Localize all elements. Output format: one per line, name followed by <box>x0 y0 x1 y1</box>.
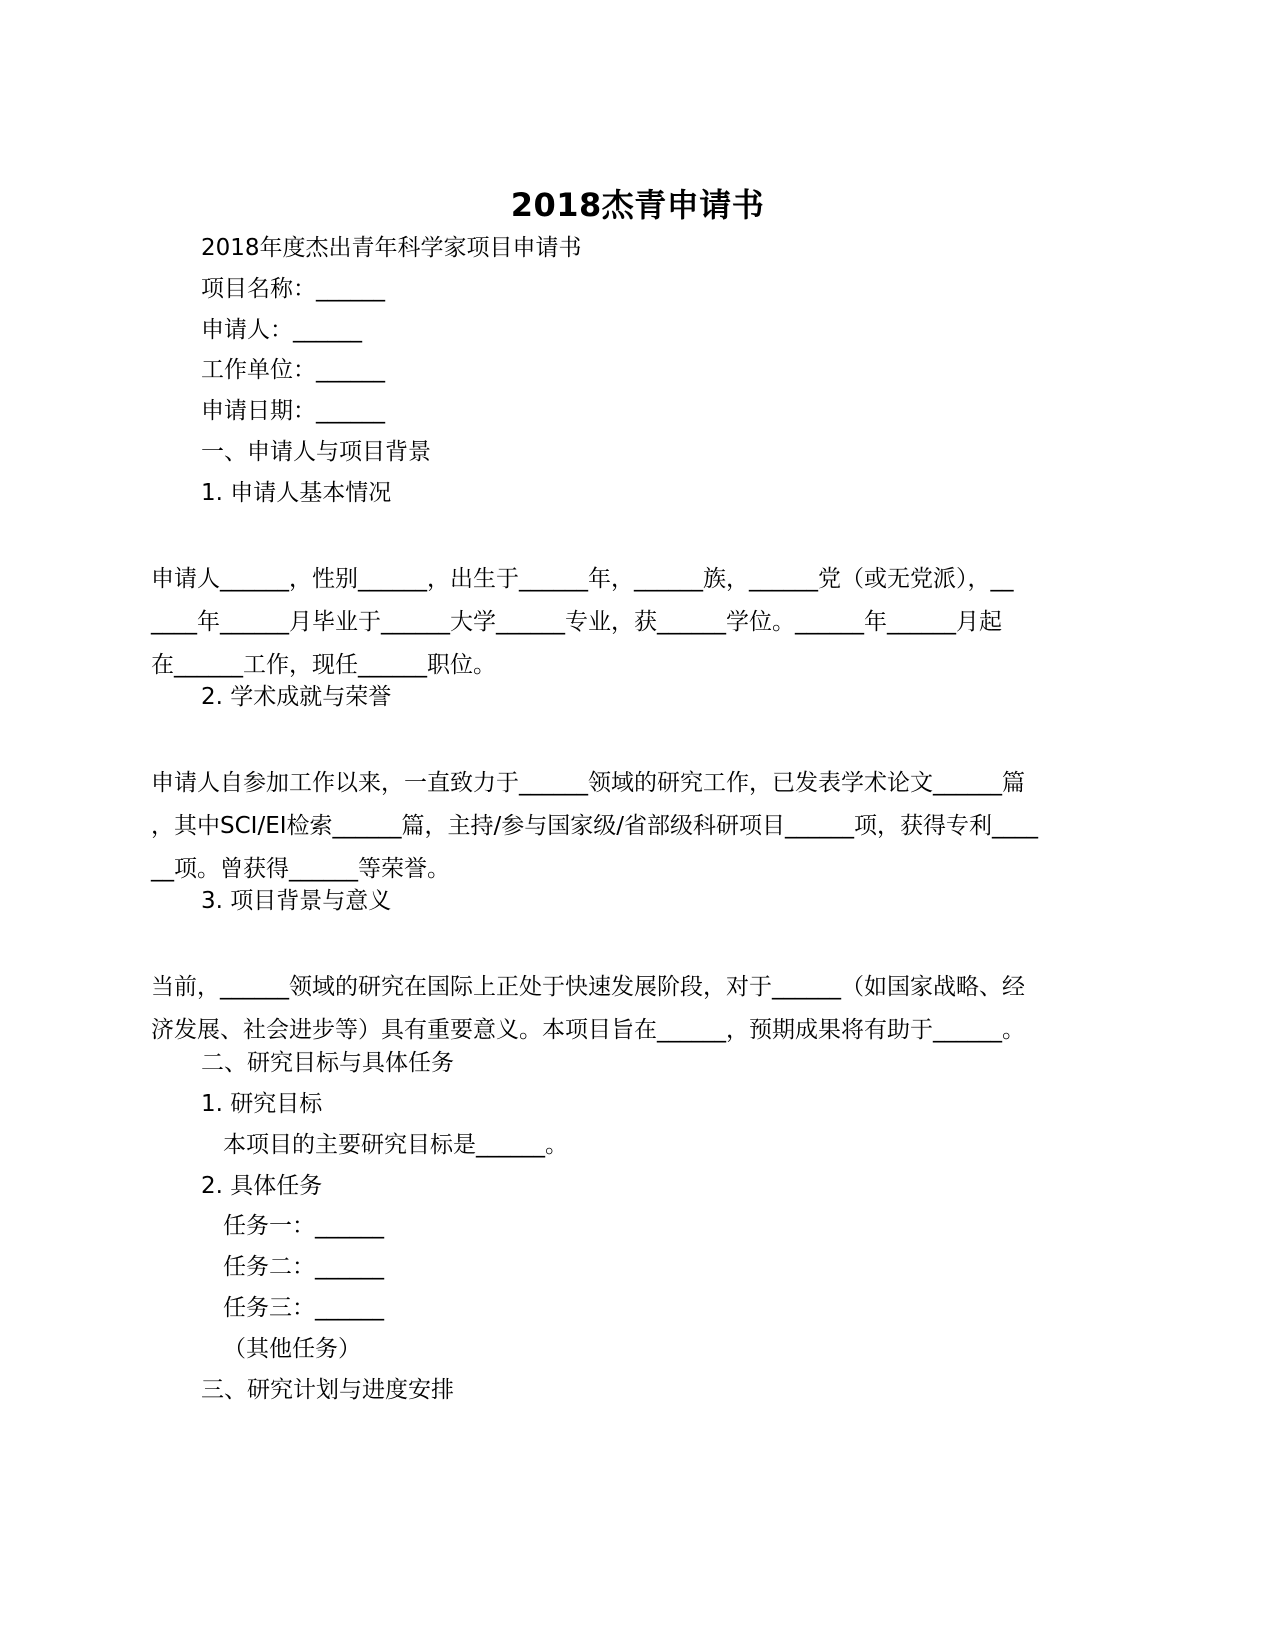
section1-heading: 一、申请人与项目背景 <box>201 439 431 465</box>
paragraph-line: __项。曾获得______等荣誉。 <box>151 856 450 882</box>
academic-achievements-paragraph <box>151 762 1126 891</box>
document-subtitle: 2018年度杰出青年科学家项目申请书 <box>201 235 582 261</box>
task-item: 任务三：______ <box>223 1295 384 1321</box>
paragraph-line: 申请人______，性别______，出生于______年，______族，______党（或无党派），__ <box>151 566 1014 592</box>
paragraph-line: 申请人自参加工作以来，一直致力于______领域的研究工作，已发表学术论文______篇 <box>151 770 1025 796</box>
section3-heading: 三、研究计划与进度安排 <box>201 1377 454 1403</box>
field-apply-date: 申请日期：______ <box>201 398 385 424</box>
section2-sub1-heading: 1. 研究目标 <box>201 1091 323 1117</box>
paragraph-line: 济发展、社会进步等）具有重要意义。本项目旨在______，预期成果将有助于______。 <box>151 1017 1025 1043</box>
section2-heading: 二、研究目标与具体任务 <box>201 1050 454 1076</box>
task-item: 任务一：______ <box>223 1213 384 1239</box>
other-tasks: （其他任务） <box>223 1336 361 1362</box>
section1-sub2-heading: 2. 学术成就与荣誉 <box>201 684 392 710</box>
paragraph-line: ____年______月毕业于______大学______专业，获______学位。______年______月起 <box>151 609 1002 635</box>
section1-sub1-heading: 1. 申请人基本情况 <box>201 480 392 506</box>
section2-sub2-heading: 2. 具体任务 <box>201 1173 323 1199</box>
task-item: 任务二：______ <box>223 1254 384 1280</box>
field-applicant: 申请人：______ <box>201 317 362 343</box>
field-project-name: 项目名称：______ <box>201 276 385 302</box>
research-goal-text: 本项目的主要研究目标是______。 <box>223 1132 568 1158</box>
applicant-basic-info-paragraph <box>151 558 1126 687</box>
document-title: 2018杰青申请书 <box>510 186 765 224</box>
field-work-unit: 工作单位：______ <box>201 357 385 383</box>
paragraph-line: 在______工作，现任______职位。 <box>151 652 496 678</box>
project-background-paragraph <box>151 966 1126 1052</box>
section1-sub3-heading: 3. 项目背景与意义 <box>201 888 392 914</box>
paragraph-line: 当前，______领域的研究在国际上正处于快速发展阶段，对于______（如国家战略、经 <box>151 974 1025 1000</box>
paragraph-line: ，其中SCI/EI检索______篇，主持/参与国家级/省部级科研项目______项，获得专利____ <box>151 813 1039 839</box>
